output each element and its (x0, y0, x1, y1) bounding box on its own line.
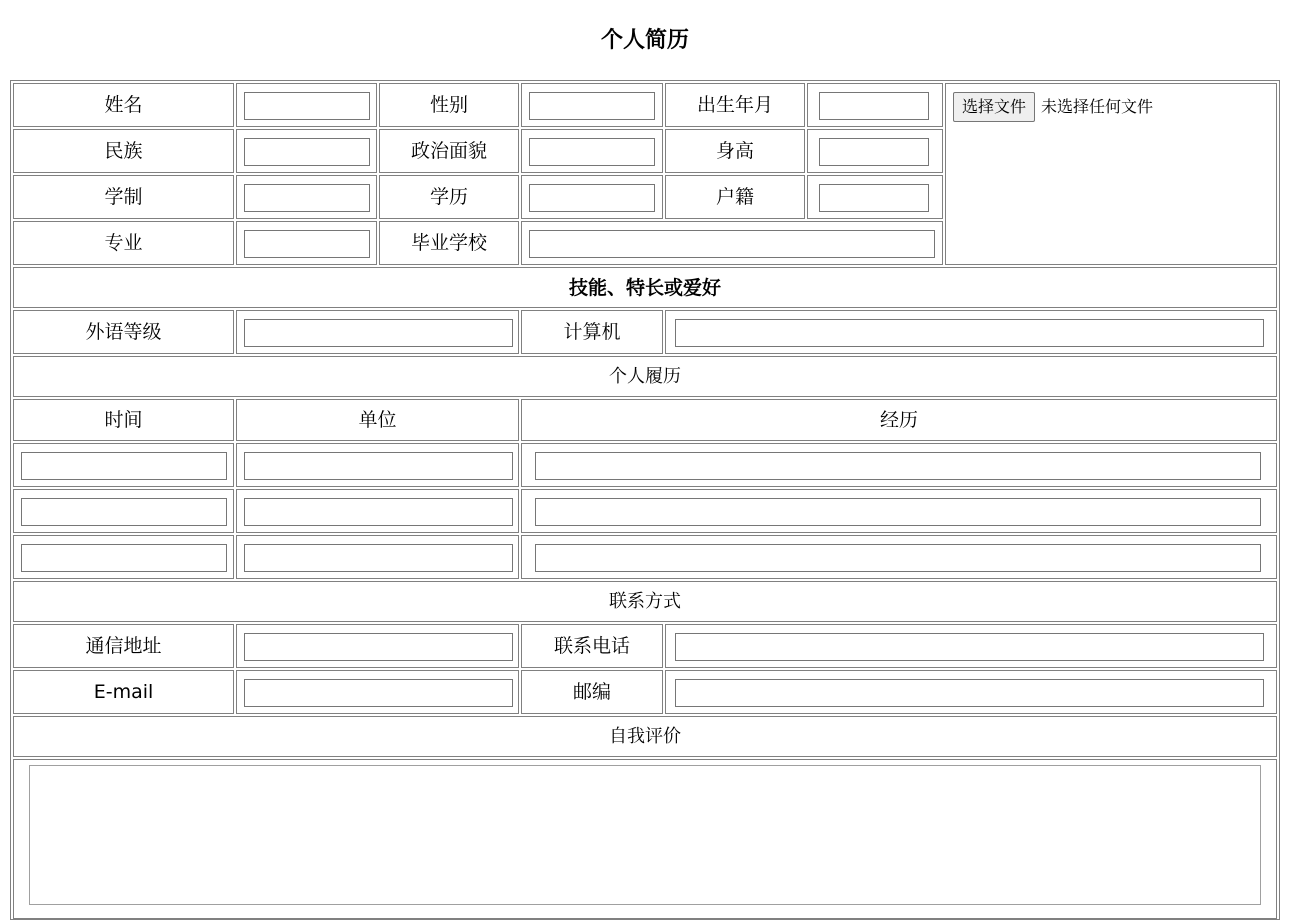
political-input[interactable] (529, 138, 655, 166)
computer-input[interactable] (675, 319, 1264, 347)
resume-time-input[interactable] (21, 498, 227, 526)
education-input[interactable] (529, 184, 655, 212)
resume-unit-input[interactable] (244, 452, 513, 480)
resume-unit-input[interactable] (244, 544, 513, 572)
email-label: E-mail (13, 670, 234, 714)
ethnicity-label: 民族 (13, 129, 234, 173)
political-label: 政治面貌 (379, 129, 519, 173)
email-input[interactable] (244, 679, 513, 707)
address-input[interactable] (244, 633, 513, 661)
birth-label: 出生年月 (665, 83, 805, 127)
page-title: 个人简历 (600, 28, 689, 53)
resume-col-time: 时间 (13, 399, 234, 441)
phone-input[interactable] (675, 633, 1264, 661)
household-input[interactable] (819, 184, 929, 212)
height-label: 身高 (665, 129, 805, 173)
name-input[interactable] (244, 92, 370, 120)
photo-upload-cell (945, 83, 1277, 265)
zip-input[interactable] (675, 679, 1264, 707)
name-label: 姓名 (13, 83, 234, 127)
school-label: 毕业学校 (379, 221, 519, 265)
resume-form-table (10, 80, 1280, 920)
skills-heading: 技能、特长或爱好 (13, 267, 1277, 308)
resume-time-input[interactable] (21, 544, 227, 572)
zip-label: 邮编 (521, 670, 663, 714)
resume-col-experience: 经历 (521, 399, 1277, 441)
language-input[interactable] (244, 319, 513, 347)
resume-experience-input[interactable] (535, 452, 1261, 480)
resume-col-unit: 单位 (236, 399, 519, 441)
address-label: 通信地址 (13, 624, 234, 668)
choose-file-button[interactable]: 选择文件 (953, 92, 1035, 122)
major-input[interactable] (244, 230, 370, 258)
gender-label: 性别 (379, 83, 519, 127)
ethnicity-input[interactable] (244, 138, 370, 166)
language-label: 外语等级 (13, 310, 234, 354)
self-eval-heading: 自我评价 (13, 716, 1277, 757)
major-label: 专业 (13, 221, 234, 265)
birth-input[interactable] (819, 92, 929, 120)
schooling-label: 学制 (13, 175, 234, 219)
file-status-text: 未选择任何文件 (1041, 97, 1154, 116)
education-label: 学历 (379, 175, 519, 219)
phone-label: 联系电话 (521, 624, 663, 668)
resume-experience-input[interactable] (535, 498, 1261, 526)
height-input[interactable] (819, 138, 929, 166)
gender-input[interactable] (529, 92, 655, 120)
contact-heading: 联系方式 (13, 581, 1277, 622)
self-eval-textarea[interactable] (29, 765, 1261, 905)
computer-label: 计算机 (521, 310, 663, 354)
resume-unit-input[interactable] (244, 498, 513, 526)
resume-experience-input[interactable] (535, 544, 1261, 572)
schooling-input[interactable] (244, 184, 370, 212)
school-input[interactable] (529, 230, 935, 258)
household-label: 户籍 (665, 175, 805, 219)
resume-time-input[interactable] (21, 452, 227, 480)
resume-heading: 个人履历 (13, 356, 1277, 397)
